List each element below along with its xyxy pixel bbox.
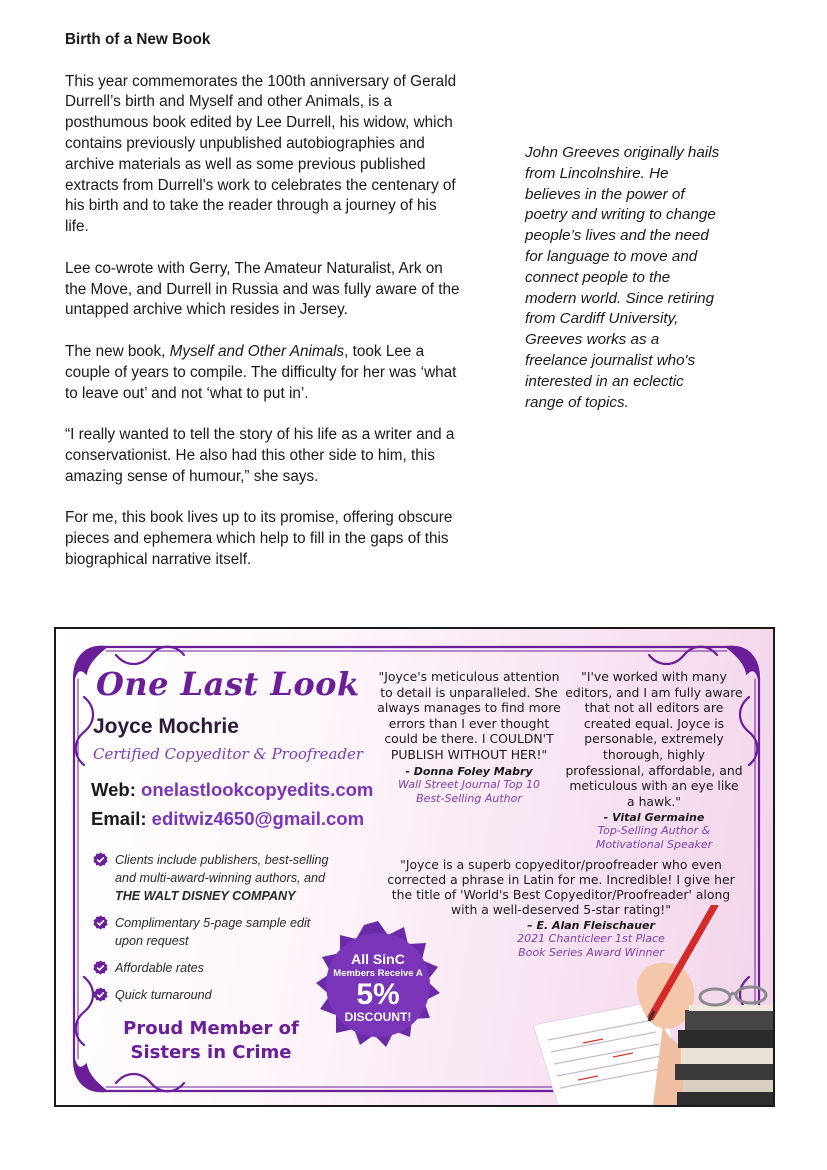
testimonial-2-role-2: Motivational Speaker xyxy=(595,838,713,852)
bullet-3-line-1: Affordable rates xyxy=(115,961,204,975)
testimonial-1-role-2: Best-Selling Author xyxy=(416,791,522,805)
testimonial-2-role-1: Top-Selling Author & xyxy=(597,824,711,838)
p3-before: The new book, xyxy=(65,342,170,360)
article-paragraph-4: “I really wanted to tell the story of his life as a writer and a conservationist. He also had this other side to him, this amazing sense of humour,” she says. xyxy=(65,426,455,485)
testimonial-2-text: "I've worked with many editors, and I am fully aware that not all editors are created equal. Joyce is personable, extremely thorough, highly professional, affordable, and meticulous with an eye like a hawk." xyxy=(565,669,743,809)
article-paragraph-2: Lee co-wrote with Gerry, The Amateur Naturalist, Ark on the Move, and Durrell in Russia and was fully aware of the untapped archive which resides in Jersey. xyxy=(65,259,460,319)
bullet-2-line-2: upon request xyxy=(115,934,189,948)
check-badge-icon xyxy=(93,852,108,867)
article-paragraph-3 xyxy=(65,342,460,404)
bullet-1-line-3: THE WALT DISNEY COMPANY xyxy=(115,889,296,903)
article-paragraph-1: This year commemorates the 100th anniversary of Gerald Durrell’s birth and Myself and other Animals, is a posthumous book edited by Lee Durrell, his widow, which contains previously unpublished autobiographies and archive materials as well as some previous published extracts from Durrell's work to celebrates the centenary of his birth and to take the reader through a journey of his life. xyxy=(65,72,457,236)
testimonial-3-text: "Joyce is a superb copyeditor/proofreader who even corrected a phrase in Latin for me. Incredible! I give her the title of 'World's Best Copyeditor/Proofreader' along with a well-deserved 5-star rating!" xyxy=(387,857,735,917)
testimonial-3-author: – E. Alan Fleischauer xyxy=(527,919,655,932)
author-bio: John Greeves originally hails from Lincolnshire. He believes in the power of poetry and writing to change people’s lives and the need for language to move and connect people to the modern world. Since retiring from Cardiff University, Greeves works as a freelance journalist who's interested in an eclectic range of topics. xyxy=(525,144,720,411)
testimonial-3-role-2: Book Series Award Winner xyxy=(518,946,664,959)
check-badge-icon xyxy=(93,960,108,975)
p3-after: , took Lee a couple of years to compile. The difficulty for her was ‘what to leave out’ and not ‘what to put in’. xyxy=(65,342,457,402)
book-title: Myself and Other Animals xyxy=(169,342,345,360)
bullet-4-line-1: Quick turnaround xyxy=(115,988,212,1002)
article xyxy=(65,30,460,592)
editor-credential: Certified Copyeditor & Proofreader xyxy=(93,745,364,763)
web-link[interactable]: onelastlookcopyedits.com xyxy=(141,779,374,800)
badge-line-4: DISCOUNT! xyxy=(344,1010,412,1024)
proud-line-2: Sisters in Crime xyxy=(130,1042,292,1063)
advertisement xyxy=(54,627,775,1107)
badge-line-2: Members Receive A xyxy=(333,968,423,979)
article-paragraph-5: For me, this book lives up to its promise, offering obscure pieces and ephemera which help to fill in the gaps of this biographical narrative itself. xyxy=(65,509,453,568)
testimonial-3-role-1: 2021 Chanticleer 1st Place xyxy=(517,932,665,945)
list-item xyxy=(93,851,363,905)
testimonial-1 xyxy=(374,669,564,806)
editor-name: Joyce Mochrie xyxy=(93,715,239,738)
proud-line-1: Proud Member of xyxy=(123,1018,299,1039)
testimonial-1-role-1: Wall Street Journal Top 10 xyxy=(397,777,541,791)
badge-percent: 5% xyxy=(356,978,400,1011)
email-label: Email: xyxy=(91,808,147,829)
web-contact xyxy=(91,779,373,801)
discount-badge-text xyxy=(314,951,442,1024)
email-link[interactable]: editwiz4650@gmail.com xyxy=(151,808,365,829)
testimonial-2 xyxy=(564,669,744,852)
article-heading: Birth of a New Book xyxy=(65,31,211,48)
testimonial-1-text: "Joyce's meticulous attention to detail is unparalleled. She always manages to find more errors than I ever thought could be there. I COULDN'T PUBLISH WITHOUT HER!" xyxy=(377,669,561,762)
email-contact xyxy=(91,808,364,830)
membership-tagline xyxy=(96,1017,326,1065)
bullet-2-line-1: Complimentary 5-page sample edit xyxy=(115,916,311,930)
check-badge-icon xyxy=(93,915,108,930)
check-badge-icon xyxy=(93,987,108,1002)
web-label: Web: xyxy=(91,779,136,800)
bullet-1-line-2: and multi-award-winning authors, and xyxy=(115,871,326,885)
brand-logo: One Last Look xyxy=(96,665,360,703)
badge-line-1: All SinC xyxy=(351,951,405,967)
books-and-pen-illustration xyxy=(453,905,773,1105)
testimonial-1-author: - Donna Foley Mabry xyxy=(405,764,533,778)
testimonial-2-author: - Vital Germaine xyxy=(603,811,705,825)
bullet-1-line-1: Clients include publishers, best-selling xyxy=(115,853,329,867)
